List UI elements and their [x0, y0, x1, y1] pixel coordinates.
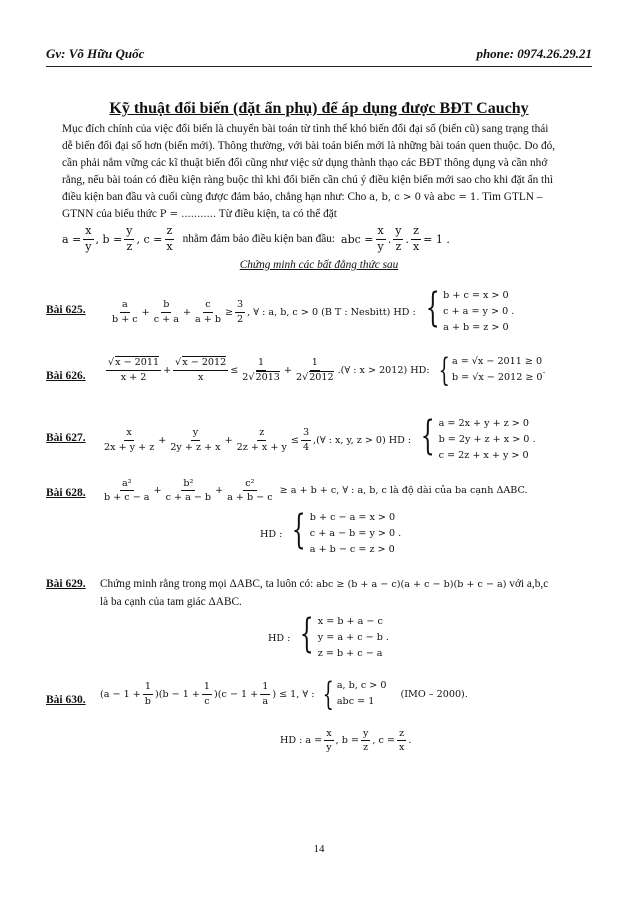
problem-629: [46, 576, 606, 668]
problem-630: Bài 630. (a − 1 + $\frac{1}{b}$ )(b − 1 + $\frac{1}{c}$ )(c − 1 + $\frac{1}{a}$ ) ≤ 1, ∀ : { a, b, c > 0 abc = 1 (IMO – 2000). HD : a = $\frac{x}{y}$ , b = $\frac{y}{z}$ , c = $\frac{z}{x}$ .: [46, 675, 468, 754]
hint-system: { a, b, c > 0 abc = 1: [323, 675, 387, 713]
math-inline: P = ...........: [159, 209, 217, 220]
system-row: a + b = z > 0: [443, 322, 509, 333]
section-title: Chứng minh các bất đẳng thức sau: [239, 259, 399, 271]
hint-system: { a = 2x + y + z > 0 b = 2y + z + x > 0 . c = 2z + x + y > 0: [415, 416, 535, 464]
problem-625: Bài 625. a b + c + $\frac{b}{c + a}$ + $\frac{c}{a + b}$ ≥ $\frac{3}{2}$ , ∀ : a, b, c > 0 (B T : Nesbitt) HD : { b + c = x > 0 c + a = y > 0 . a + b = z > 0: [46, 282, 606, 344]
problem-label: Bài 629.: [46, 578, 86, 590]
problem-label: Bài 625.: [46, 304, 86, 316]
intro-line: Mục đích chính của việc đổi biến là chuyển bài toán từ tình thế khó biến đổi đại số (biến cũ) sang trạng thái: [62, 123, 549, 135]
intro-text: GTNN của biểu thức: [62, 208, 157, 220]
math-inline: a, b, c > 0: [369, 192, 421, 203]
intro-line: dễ biến đổi đại số hơn (biến mới). Thông thường, với bài toán biến mới là những bài toán quen thuộc. Do đó,: [62, 140, 556, 152]
intro-paragraph: [62, 121, 592, 223]
author-name: Gv: Võ Hữu Quốc: [46, 46, 145, 61]
system-row: y = a + c − b .: [317, 632, 389, 643]
system-row: b = 2y + z + x > 0 .: [438, 434, 536, 445]
intro-line: cần phải nắm vững các kĩ thuật biến đổi cũng như việc sử dụng thành thạo các BĐT thông dụng và cần nhớ: [62, 157, 548, 169]
problem-condition: ≤ 1, ∀ :: [279, 688, 315, 700]
system-row: x = b + a − c: [317, 616, 383, 627]
system-row: b + c − a = x > 0: [309, 512, 396, 523]
problem-627: Bài 627. x 2x + y + z + $\frac{y}{2y + z + x}$ + $\frac{z}{2z + x + y}$ ≤ $\frac{3}{4}$ ,(∀ : x, y, z > 0) HD : { a = 2x + y + z > 0 b = 2y + z + x > 0 . c = 2z + x + y > 0: [46, 410, 606, 472]
math-inline: abc = 1.: [437, 192, 480, 203]
problem-628: Bài 628. a² b + c − a + $\frac{\text{b²}}{c + a - b}$ + $\frac{\text{c²}}{a + b - c}$ ≥ a + b + c, ∀ : a, b, c là độ dài của ba cạnh ΔABC. HD : { b + c − a = x > 0 c + a − b = y > 0 . a + b − c = z > 0: [46, 478, 606, 574]
problem-label: Bài 626.: [46, 370, 86, 382]
hint-system: { x = b + a − c y = a + c − b . z = b + c − a: [294, 614, 389, 662]
system-row: c + a = y > 0 .: [443, 306, 515, 317]
intro-line: [62, 189, 592, 206]
hint-label: HD :: [260, 528, 283, 540]
hint-label: HD :: [268, 632, 291, 644]
intro-text: Tìm GTLN –: [482, 191, 543, 203]
system-row: abc = 1: [336, 696, 375, 707]
problem-condition: ≥ a + b + c, ∀ : a, b, c là độ dài của ba cạnh ΔABC.: [279, 485, 528, 497]
substitution-definition: a = $\frac{x}{y}$ , b = $\frac{y}{z}$ , c = $\frac{z}{x}$ nhằm đảm bảo điều kiện ban đầu: abc = $\frac{x}{y}$ . y z . $\frac{z}{x}$ = 1 .: [62, 224, 450, 253]
problem-label: Bài 627.: [46, 432, 86, 444]
page-header: [46, 46, 592, 66]
system-row: c + a − b = y > 0 .: [309, 528, 402, 539]
system-row: a = √x − 2011 ≥ 0: [451, 356, 543, 367]
intro-line: rằng, nếu bài toán có điều kiện ràng buộc thì khi đổi biến cần chú ý điều kiện biến mới sao cho khi đặt ẩn thì: [62, 174, 553, 186]
intro-text: Từ điều kiện, ta có thể đặt: [218, 208, 337, 220]
problem-condition: .(∀ : x > 2012) HD:: [337, 364, 430, 376]
problem-math: abc ≥ (b + a − c)(a + c − b)(b + c − a): [316, 579, 507, 590]
system-row: c = 2z + x + y > 0: [438, 450, 529, 461]
page-number: 14: [313, 843, 325, 855]
header-divider: [46, 66, 592, 67]
hint-system: { a = √x − 2011 ≥ 0 b = √x − 2012 ≥ 0: [438, 351, 543, 389]
hint-system: { b + c − a = x > 0 c + a − b = y > 0 . a + b − c = z > 0: [286, 510, 401, 558]
hint-system: { b + c = x > 0 c + a = y > 0 . a + b = z > 0: [420, 288, 515, 336]
problem-text: với a,b,c: [509, 578, 549, 590]
system-row: a + b − c = z > 0: [309, 544, 395, 555]
page-title: Kỹ thuật đổi biến (đặt ẩn phụ) để áp dụng được BĐT Cauchy: [109, 100, 529, 117]
system-row: a, b, c > 0: [336, 680, 387, 691]
system-row: b + c = x > 0: [443, 290, 509, 301]
intro-line: [62, 206, 592, 223]
problem-label: Bài 630.: [46, 694, 86, 706]
hint-label: HD : a =: [280, 735, 323, 747]
problem-condition: ∀ : a, b, c > 0 (B T : Nesbitt) HD :: [253, 306, 416, 318]
problem-text: Chứng minh rằng trong mọi ΔABC, ta luôn có:: [100, 578, 314, 590]
problem-source: (IMO – 2000).: [400, 688, 468, 700]
system-row: a = 2x + y + z > 0: [438, 418, 529, 429]
problem-text: là ba cạnh của tam giác ΔABC.: [100, 596, 242, 608]
problem-condition: ,(∀ : x, y, z > 0) HD :: [313, 434, 412, 446]
definition-text: nhằm đảm bảo điều kiện ban đầu:: [182, 233, 336, 246]
intro-text: điều kiện ban đầu và cuối cùng được đảm bảo, chẳng hạn như: Cho: [62, 191, 367, 203]
phone-number: phone: 0974.26.29.21: [476, 46, 592, 61]
problem-626: Bài 626. √x − 2011 x + 2 + $\frac{√x - 2012}{x}$ ≤ $\frac{1}{2√2013}$ + $\frac{1}{2√2012}$ .(∀ : x > 2012) HD: { a = √x − 2011 ≥ 0 b = √x − 2012 ≥ 0 .: [46, 351, 546, 389]
system-row: b = √x − 2012 ≥ 0: [451, 372, 543, 383]
intro-text: và: [423, 191, 435, 203]
system-row: z = b + c − a: [317, 648, 383, 659]
problem-label: Bài 628.: [46, 487, 86, 499]
